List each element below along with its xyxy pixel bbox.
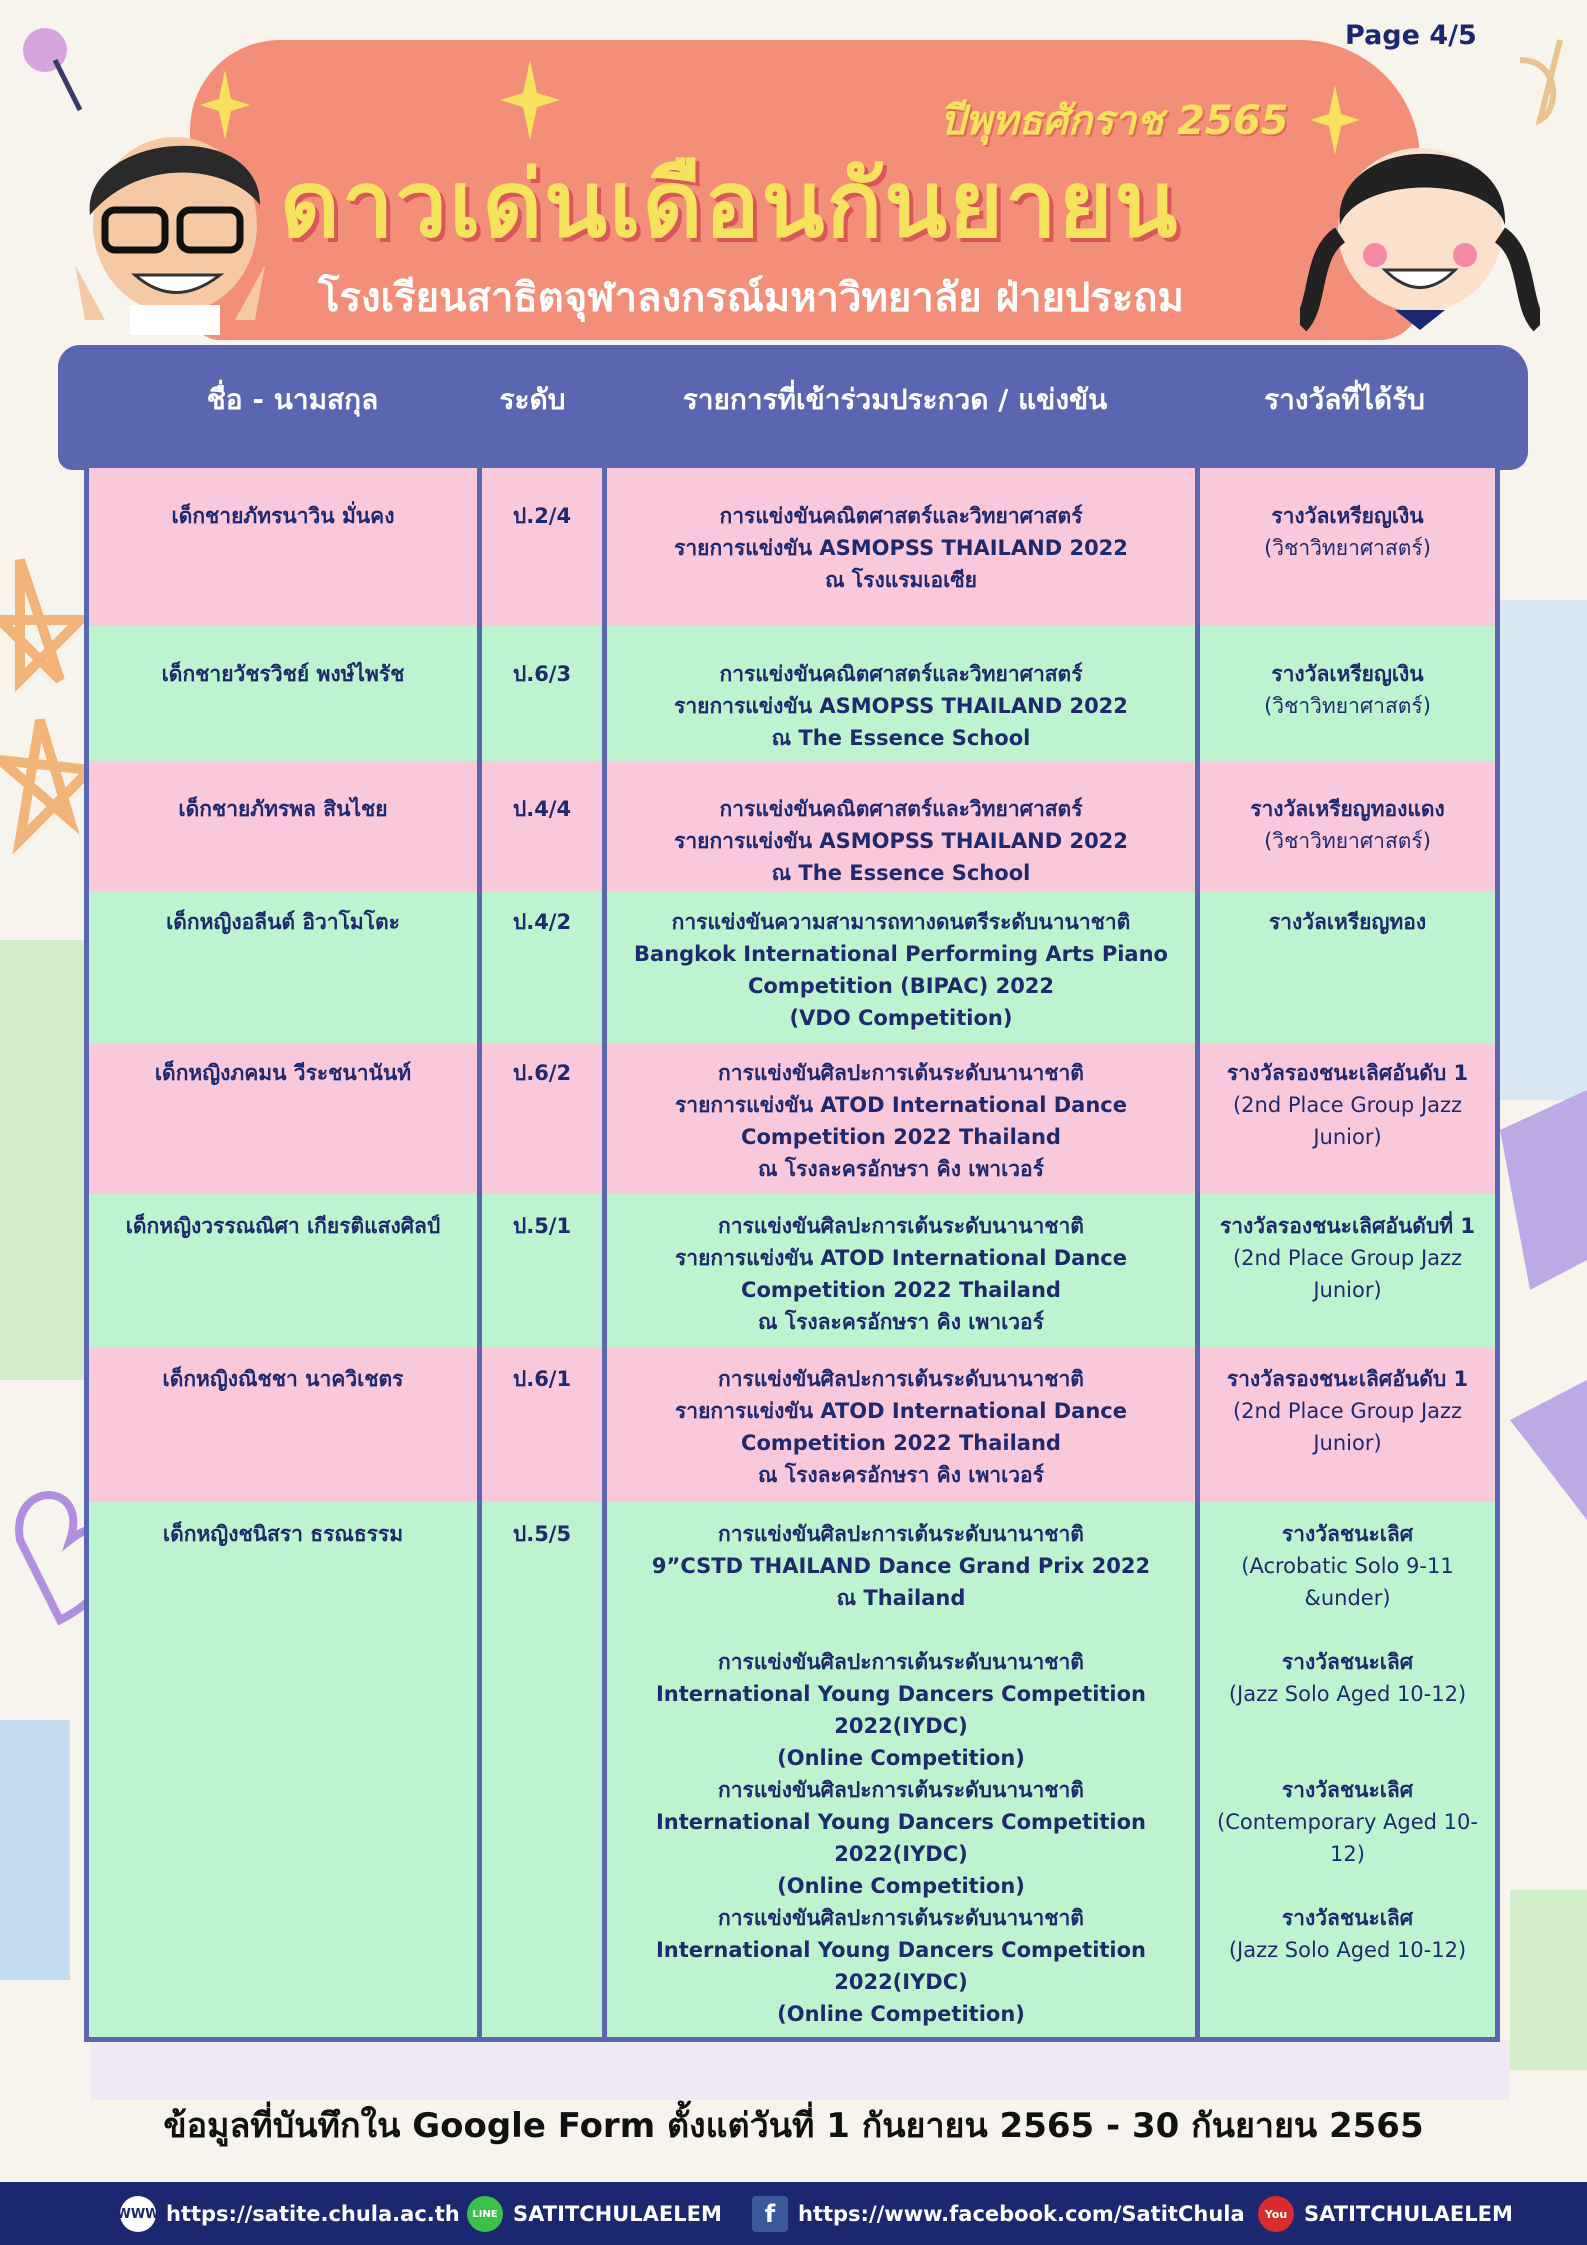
- student-level: ป.4/4: [512, 797, 572, 821]
- award-text: รางวัลเหรียญเงิน (วิชาวิทยาศาสตร์): [1264, 504, 1431, 560]
- star-purple-right: [1500, 1090, 1587, 1290]
- event-description: การแข่งขันศิลปะการเต้นระดับนานาชาติ รายการแข่งขัน ATOD International Dance Competition 2022 Thailand ณ โรงละครอักษรา คิง เพาเวอร์: [675, 1367, 1127, 1487]
- student-level: ป.6/1: [512, 1367, 572, 1391]
- table-row: [89, 1194, 1495, 1347]
- event-description: การแข่งขันคณิตศาสตร์และวิทยาศาสตร์ รายการแข่งขัน ASMOPSS THAILAND 2022 ณ The Essence School: [674, 797, 1128, 885]
- student-name: เด็กหญิงภคมน วีระชนานันท์: [154, 1061, 412, 1085]
- paper-strip-left: [0, 940, 90, 1380]
- column-divider: [477, 468, 482, 2042]
- award-text: รางวัลเหรียญทองแดง (วิชาวิทยาศาสตร์): [1250, 797, 1445, 853]
- column-divider: [602, 468, 607, 2042]
- table-row: [89, 1502, 1495, 2037]
- student-name: เด็กชายภัทรพล สินไชย: [178, 797, 388, 821]
- event-description: การแข่งขันศิลปะการเต้นระดับนานาชาติ International Young Dancers Competition 2022(IYDC) (Online Competition): [655, 1778, 1147, 1898]
- star-outline-left: [0, 560, 80, 680]
- star-purple-right-2: [1510, 1380, 1587, 1520]
- column-header-award: รางวัลที่ได้รับ: [1264, 383, 1425, 416]
- youtube-link[interactable]: You SATITCHULAELEM: [1258, 2196, 1513, 2232]
- table-row: [89, 892, 1495, 1043]
- award-text: รางวัลชนะเลิศ (Contemporary Aged 10-12): [1217, 1778, 1478, 1866]
- school-name: โรงเรียนสาธิตจุฬาลงกรณ์มหาวิทยาลัย ฝ่ายประถม: [318, 275, 1184, 321]
- award-text: รางวัลรองชนะเลิศอันดับที่ 1 (2nd Place Group Jazz Junior): [1219, 1214, 1476, 1302]
- student-level: ป.5/5: [512, 1522, 572, 1546]
- awards-table: [84, 468, 1500, 2042]
- pushpin-needle: [55, 60, 80, 110]
- bottom-strip: [90, 2040, 1510, 2100]
- facebook-link[interactable]: f https://www.facebook.com/SatitChula: [752, 2196, 1245, 2232]
- youtube-icon: You: [1258, 2196, 1294, 2232]
- event-description: การแข่งขันความสามารถทางดนตรีระดับนานาชาติ Bangkok International Performing Arts Piano Competition (BIPAC) 2022 (VDO Competition): [634, 910, 1168, 1030]
- student-level: ป.6/2: [512, 1061, 572, 1085]
- event-description: การแข่งขันศิลปะการเต้นระดับนานาชาติ International Young Dancers Competition 2022(IYDC) (Online Competition): [655, 1906, 1147, 2026]
- facebook-icon: f: [752, 2196, 788, 2232]
- student-name: เด็กหญิงอลีนต์ อิวาโมโตะ: [166, 910, 400, 934]
- table-row: [89, 761, 1495, 892]
- student-level: ป.6/3: [512, 662, 572, 686]
- student-name: เด็กหญิงวรรณณิศา เกียรติแสงศิลป์: [125, 1214, 441, 1238]
- boy-cartoon-icon: [60, 105, 290, 335]
- paper-strip-right-2: [1510, 1890, 1587, 2070]
- paper-strip-right: [1500, 600, 1587, 1100]
- award-text: รางวัลเหรียญเงิน (วิชาวิทยาศาสตร์): [1264, 662, 1431, 718]
- student-name: เด็กหญิงณิชชา นาควิเชตร: [162, 1367, 404, 1391]
- student-level: ป.5/1: [512, 1214, 572, 1238]
- award-text: รางวัลรองชนะเลิศอันดับ 1 (2nd Place Group Jazz Junior): [1226, 1367, 1469, 1455]
- table-row: [89, 1347, 1495, 1502]
- event-description: การแข่งขันคณิตศาสตร์และวิทยาศาสตร์ รายการแข่งขัน ASMOPSS THAILAND 2022 ณ โรงแรมเอเซีย: [674, 504, 1128, 592]
- student-level: ป.4/2: [512, 910, 572, 934]
- line-icon: LINE: [467, 2196, 503, 2232]
- event-description: การแข่งขันศิลปะการเต้นระดับนานาชาติ 9”CSTD THAILAND Dance Grand Prix 2022 ณ Thailand: [651, 1522, 1151, 1610]
- table-row: [89, 1043, 1495, 1194]
- column-header-event: รายการที่เข้าร่วมประกวด / แข่งขัน: [682, 383, 1108, 416]
- event-description: การแข่งขันศิลปะการเต้นระดับนานาชาติ รายการแข่งขัน ATOD International Dance Competition 2022 Thailand ณ โรงละครอักษรา คิง เพาเวอร์: [675, 1214, 1127, 1334]
- star-outline-left-2: [0, 720, 90, 840]
- line-link[interactable]: LINE SATITCHULAELEM: [467, 2196, 722, 2232]
- column-header-name: ชื่อ - นามสกุล: [206, 383, 379, 416]
- award-text: รางวัลเหรียญทอง: [1268, 910, 1427, 934]
- student-name: เด็กชายภัทรนาวิน มั่นคง: [171, 504, 395, 528]
- award-text: รางวัลชนะเลิศ (Jazz Solo Aged 10-12): [1228, 1650, 1467, 1706]
- page-title: ดาวเด่นเดือนกันยายน: [280, 151, 1180, 258]
- table-row: [89, 626, 1495, 761]
- year-label: ปีพุทธศักราช 2565: [940, 98, 1289, 144]
- website-link[interactable]: WWW https://satite.chula.ac.th: [120, 2196, 460, 2232]
- award-text: รางวัลชนะเลิศ (Acrobatic Solo 9-11 &under): [1241, 1522, 1454, 1610]
- www-icon: WWW: [120, 2196, 156, 2232]
- sparkle-icon: [500, 60, 560, 140]
- event-description: การแข่งขันคณิตศาสตร์และวิทยาศาสตร์ รายการแข่งขัน ASMOPSS THAILAND 2022 ณ The Essence School: [674, 662, 1128, 750]
- table-row: [89, 468, 1495, 626]
- student-level: ป.2/4: [512, 504, 572, 528]
- award-text: รางวัลรองชนะเลิศอันดับ 1 (2nd Place Group Jazz Junior): [1226, 1061, 1469, 1149]
- girl-cartoon-icon: [1300, 105, 1540, 345]
- award-text: รางวัลชนะเลิศ (Jazz Solo Aged 10-12): [1228, 1906, 1467, 1962]
- paper-strip-left-2: [0, 1720, 70, 1980]
- event-description: การแข่งขันศิลปะการเต้นระดับนานาชาติ International Young Dancers Competition 2022(IYDC) (Online Competition): [655, 1650, 1147, 1770]
- column-header-level: ระดับ: [499, 383, 566, 416]
- student-name: เด็กชายวัชรวิชย์ พงษ์ไพรัช: [161, 662, 405, 686]
- page-number: Page 4/5: [1345, 20, 1477, 51]
- event-description: การแข่งขันศิลปะการเต้นระดับนานาชาติ รายการแข่งขัน ATOD International Dance Competition 2022 Thailand ณ โรงละครอักษรา คิง เพาเวอร์: [675, 1061, 1127, 1181]
- column-divider: [1195, 468, 1200, 2042]
- student-name: เด็กหญิงชนิสรา ธรณธรรม: [162, 1522, 404, 1546]
- data-source-note: ข้อมูลที่บันทึกใน Google Form ตั้งแต่วันที่ 1 กันยายน 2565 - 30 กันยายน 2565: [163, 2106, 1424, 2146]
